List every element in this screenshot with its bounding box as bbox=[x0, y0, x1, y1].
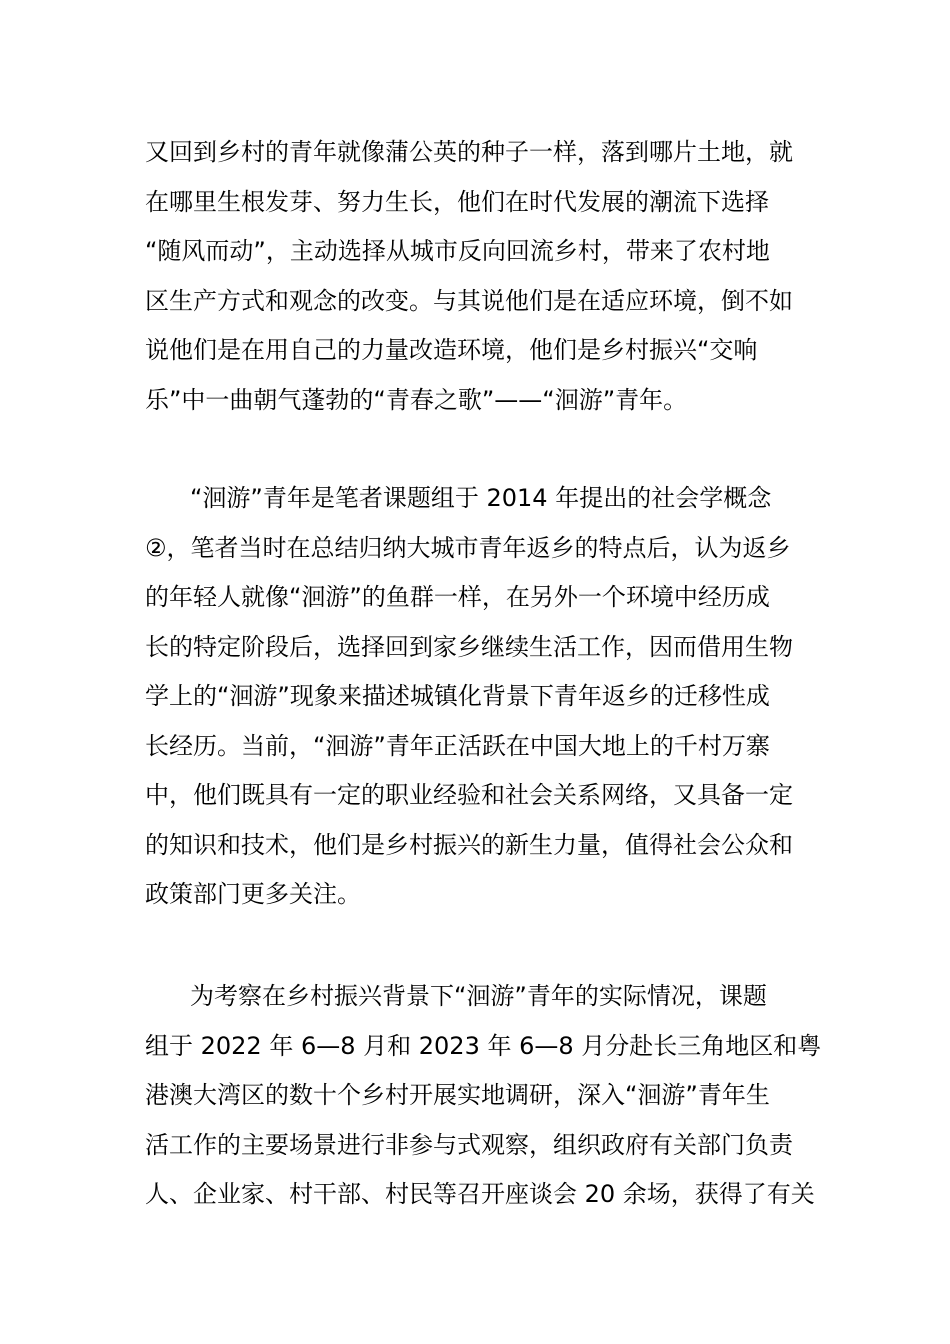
text-line: 人、企业家、村干部、村民等召开座谈会 20 余场，获得了有关 bbox=[145, 1180, 815, 1208]
text-line: 学上的“洄游”现象来描述城镇化背景下青年返乡的迁移性成 bbox=[145, 682, 770, 710]
text-line: 中，他们既具有一定的职业经验和社会关系网络，又具备一定 bbox=[145, 781, 793, 809]
text-line: “随风而动”，主动选择从城市反向回流乡村，带来了农村地 bbox=[145, 237, 770, 265]
text-line: 长的特定阶段后，选择回到家乡继续生活工作，因而借用生物 bbox=[145, 632, 793, 661]
text-line: 组于 2022 年 6—8 月和 2023 年 6—8 月分赴长三角地区和粤 bbox=[145, 1031, 822, 1060]
text-line: 乐”中一曲朝气蓬勃的“青春之歌”——“洄游”青年。 bbox=[145, 385, 688, 414]
text-line: 的年轻人就像“洄游”的鱼群一样，在另外一个环境中经历成 bbox=[145, 583, 770, 611]
text-line: 说他们是在用自己的力量改造环境，他们是乡村振兴“交响 bbox=[145, 336, 758, 364]
text-line: 活工作的主要场景进行非参与式观察，组织政府有关部门负责 bbox=[145, 1130, 793, 1159]
text-line: 又回到乡村的青年就像蒲公英的种子一样，落到哪片土地，就 bbox=[145, 138, 793, 166]
text-line-first: 为考察在乡村振兴背景下“洄游”青年的实际情况，课题 bbox=[190, 982, 767, 1010]
paragraph-1 bbox=[145, 128, 810, 425]
text-line: 在哪里生根发芽、努力生长，他们在时代发展的潮流下选择 bbox=[145, 187, 769, 216]
paragraph-3 bbox=[145, 972, 822, 1220]
text-line: 区生产方式和观念的改变。与其说他们是在适应环境，倒不如 bbox=[145, 286, 793, 315]
text-line: ②，笔者当时在总结归纳大城市青年返乡的特点后，认为返乡 bbox=[145, 533, 791, 562]
text-line: 长经历。当前，“洄游”青年正活跃在中国大地上的千村万寨 bbox=[145, 731, 770, 760]
paragraph-2 bbox=[145, 474, 810, 920]
text-line: 的知识和技术，他们是乡村振兴的新生力量，值得社会公众和 bbox=[145, 830, 793, 859]
text-line: 港澳大湾区的数十个乡村开展实地调研，深入“洄游”青年生 bbox=[145, 1081, 770, 1109]
text-line: 政策部门更多关注。 bbox=[145, 880, 361, 908]
text-line-first: “洄游”青年是笔者课题组于 2014 年提出的社会学概念 bbox=[190, 484, 772, 512]
